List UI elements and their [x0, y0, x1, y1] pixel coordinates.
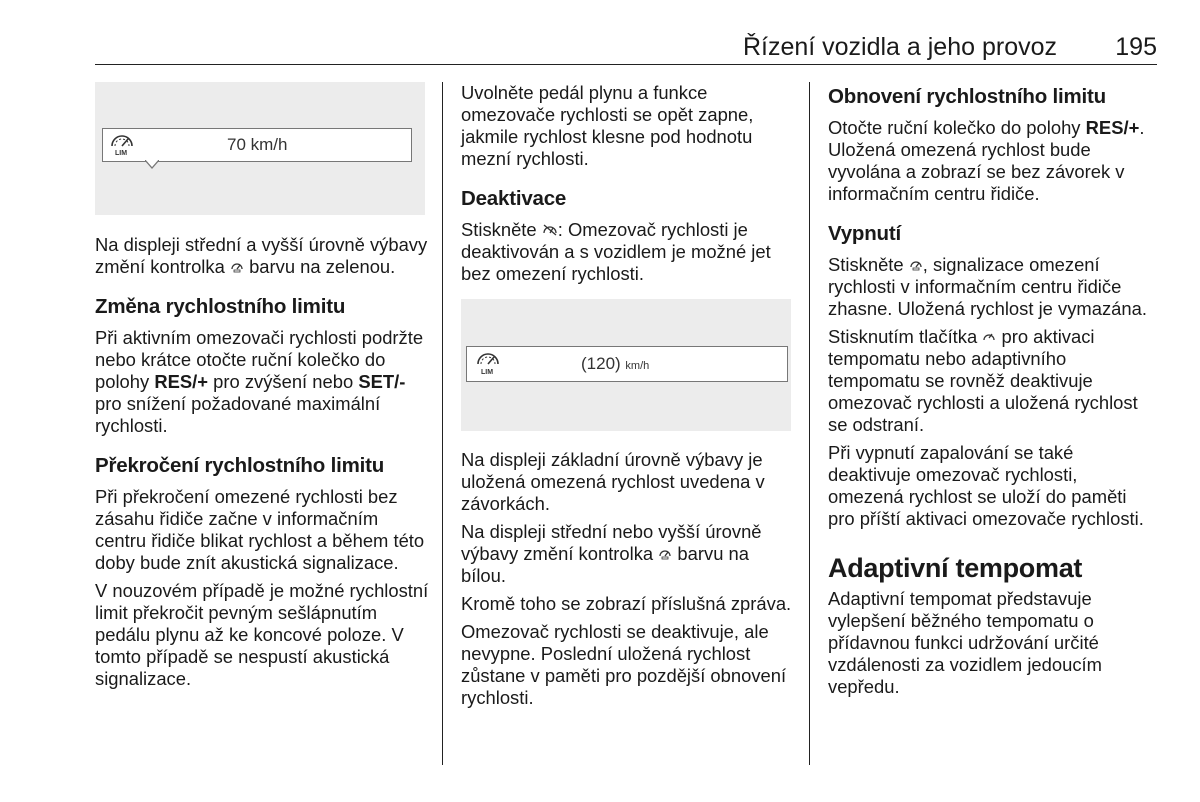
- paragraph: Kromě toho se zobrazí příslušná zpráva.: [461, 593, 792, 614]
- speed-value: (120) km/h: [581, 354, 650, 373]
- paragraph: Při vypnutí zapalování se také deaktivuje omezovač rychlosti, omezená rychlost se uloží do paměti pro příští aktivaci omezovače rychlosti.: [828, 442, 1144, 529]
- column-1: [95, 82, 430, 696]
- page-number: 195: [1115, 33, 1157, 61]
- paragraph: Uvolněte pedál plynu a funkce omezovače rychlosti se opět zapne, jakmile rychlost klesne pod hodnotu mezní rychlosti.: [461, 82, 754, 169]
- display-panel: [102, 128, 412, 162]
- paragraph: Při překročení omezené rychlosti bez zásahu řidiče začne v informačním centru řidiče blikat rychlost a během této doby bude znít akustická signalizace.: [95, 486, 425, 573]
- column-3: [828, 82, 1158, 704]
- page-header: [95, 30, 1157, 65]
- section-heading: Vypnutí: [828, 222, 902, 245]
- speed-limiter-display-figure: [461, 299, 791, 431]
- speed-limiter-icon: [475, 351, 501, 369]
- paragraph: Na displeji střední nebo vyšší úrovně výbavy změní kontrolka barvu na bílou.: [461, 521, 762, 586]
- speed-value: 70 km/h: [227, 135, 288, 154]
- column-2: [461, 82, 796, 715]
- paragraph: V nouzovém případě je možné rychlostní limit překročit pevným sešlápnutím pedálu plynu až ke koncové poloze. V tomto případě se nespustí akustická signalizace.: [95, 580, 429, 689]
- column-divider: [442, 82, 443, 765]
- paragraph: Stiskněte , signalizace omezení rychlosti v informačním centru řidiče zhasne. Uložená rychlost je vymazána.: [828, 254, 1147, 319]
- paragraph: Na displeji střední a vyšší úrovně výbavy změní kontrolka barvu na zelenou.: [95, 234, 428, 277]
- display-panel: [466, 346, 788, 382]
- speed-limiter-icon: [109, 133, 135, 151]
- chapter-heading: Adaptivní tempomat: [828, 553, 1083, 583]
- speed-limiter-icon: [230, 260, 244, 274]
- display-pointer: [145, 160, 159, 170]
- speed-limiter-icon: [909, 258, 923, 272]
- paragraph: Při aktivním omezovači rychlosti podržte nebo krátce otočte ruční kolečko do polohy RES/+ pro zvýšení nebo SET/- pro snížení požadované maximální rychlosti.: [95, 327, 424, 436]
- column-divider: [809, 82, 810, 765]
- section-heading: Deaktivace: [461, 187, 567, 210]
- paragraph: Adaptivní tempomat představuje vylepšení běžného tempomatu o přídavnou funkci udržování určité vzdálenosti za vozidlem jedoucím vepředu.: [828, 588, 1102, 697]
- speed-limiter-icon: [658, 547, 672, 561]
- paragraph: Otočte ruční kolečko do polohy RES/+. Uložená omezená rychlost bude vyvolána a zobrazí se bez závorek v informačním centru řidiče.: [828, 117, 1145, 204]
- lim-label: LIM: [115, 150, 128, 157]
- paragraph: Omezovač rychlosti se deaktivuje, ale nevypne. Poslední uložená rychlost zůstane v paměti pro pozdější obnovení rychlosti.: [461, 621, 787, 708]
- paragraph: Stiskněte : Omezovač rychlosti je deaktivován a s vozidlem je možné jet bez omezení rychlosti.: [461, 219, 771, 284]
- speed-limiter-display-figure: [95, 82, 425, 215]
- cruise-control-icon: [982, 330, 996, 344]
- section-heading: Překročení rychlostního limitu: [95, 454, 385, 477]
- paragraph: Na displeji základní úrovně výbavy je uložená omezená rychlost uvedena v závorkách.: [461, 449, 765, 514]
- paragraph: Stisknutím tlačítka pro aktivaci tempomatu nebo adaptivního tempomatu se rovněž deaktivuje omezovač rychlosti a uložená rychlost se odstraní.: [828, 326, 1138, 435]
- chapter-title: Řízení vozidla a jeho provoz: [742, 33, 1057, 61]
- speed-limiter-off-icon: [542, 223, 558, 237]
- section-heading: Změna rychlostního limitu: [95, 295, 346, 318]
- lim-label: LIM: [481, 369, 494, 376]
- section-heading: Obnovení rychlostního limitu: [828, 85, 1106, 108]
